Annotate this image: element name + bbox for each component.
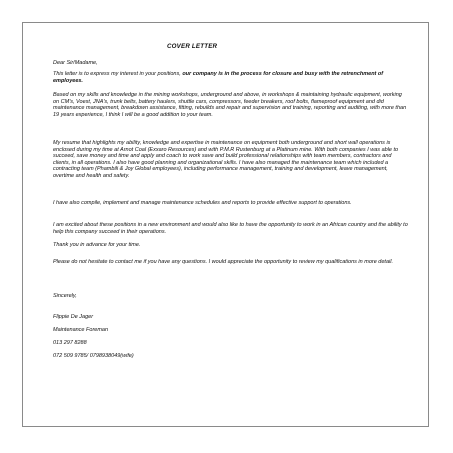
paragraph-contact: Please do not hesitate to contact me if you have any questions. I would appreciate the opportunity to review my qualifications in more detail.: [53, 259, 393, 265]
signer-name: Flippie De Jager: [53, 314, 94, 320]
phone-secondary: 072 509 9785/ 0798938049(wife): [53, 353, 134, 359]
letter-title: COVER LETTER: [167, 43, 218, 50]
closing: Sincerely,: [53, 293, 77, 299]
paragraph-schedules: I have also compile, implement and manage maintenance schedules and reports to provide effective support to operations.: [53, 200, 352, 206]
salutation: Dear Sir/Madame,: [53, 60, 98, 66]
paragraph-skills: Based on my skills and knowledge in the mining workshops, underground and above, in workshops & maintaining hydraulic equipment, working on CM's, Voest, JNA's, trunk belts, battery haulers, shuttle cars, compressors, feeder breakers, roof bolts, flameproof equipment and did maintenance management, breakdown assistance, fitting, rebuilds and repair and supervision and training, reporting and auditing, with more than 19 years experience, I think I will be a good addition to your team.: [53, 92, 407, 118]
paragraph-interest-text: This letter is to express my interest in your positions,: [53, 71, 183, 77]
paragraph-resume: My resume that highlights my ability, knowledge and expertise in maintenance on equipment both underground and short wall operations is enclosed during my time at Arnot Coal (Exxaro Resources) and with P.M.R Rustenburg at a Platinum mine. With both companies I was able to succeed, save money and time and apply and coach to work save and build professional relationships with team members, contractors and clients, in all operations. I also have good planning and organizational skills. I have also managed the maintenance team which included a contracting team (Phambili & Joy Global employees), including performance management, training and development, leave management, overtime and health and safety.: [53, 140, 399, 179]
paragraph-interest: [53, 71, 408, 84]
signer-role: Maintenance Foreman: [53, 327, 109, 333]
paragraph-excited: I am excited about these positions in a new environment and would also like to have the opportunity to work in an African country and the ability to help this company succeed in their operations.: [53, 222, 408, 235]
paragraph-thanks: Thank you in advance for your time.: [53, 242, 141, 248]
phone-primary: 013 297 8288: [53, 340, 87, 346]
paragraph-interest-bold-text: our company is in the process for closure and busy with the retrenchment of employees.: [53, 71, 384, 84]
